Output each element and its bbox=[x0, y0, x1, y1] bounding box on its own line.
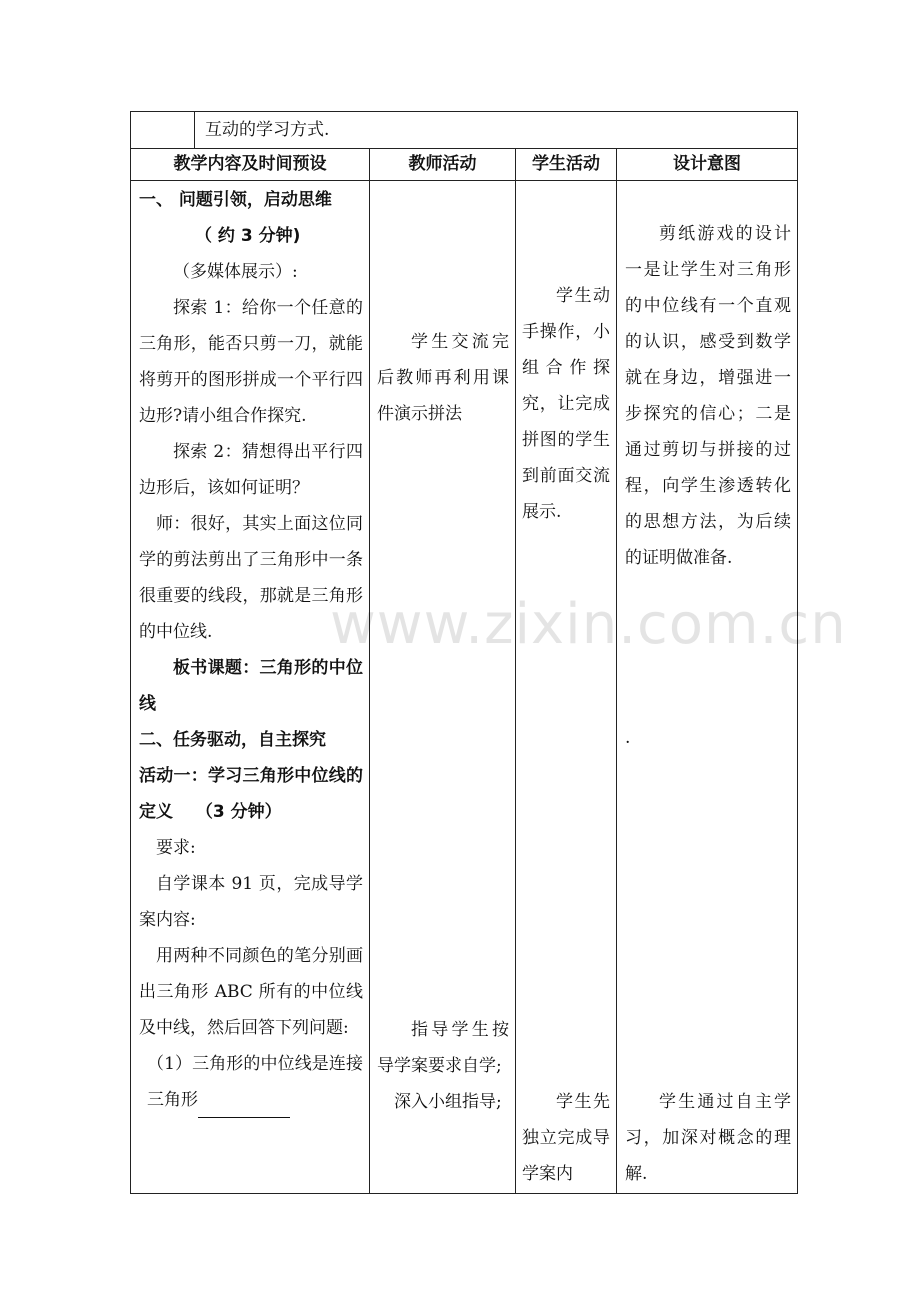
design-intent-text-1: 剪纸游戏的设计一是让学生对三角形的中位线有一个直观的认识，感受到数学就在身边，增强进一步探究的信心；二是通过剪切与拼接的过程，向学生渗透转化的思想方法，为后续的证明做准备. bbox=[625, 224, 791, 568]
activity-1: 活动一：学习三角形中位线的定义 （3 分钟） bbox=[139, 766, 363, 822]
top-row-text: 互动的学习方式. bbox=[205, 120, 330, 140]
teacher-activity-1 bbox=[377, 324, 509, 432]
col-divider-2 bbox=[515, 148, 516, 1194]
explore-1: 探索 1：给你一个任意的三角形，能否只剪一刀，就能将剪开的图形拼成一个平行四边形?请小组合作探究. bbox=[139, 298, 363, 426]
student-activity-text-1: 学生动手操作，小组合作探究，让完成拼图的学生到前面交流展示. bbox=[522, 286, 610, 522]
design-intent-2 bbox=[625, 1084, 791, 1192]
section1-title: 一、 问题引领，启动思维 bbox=[139, 190, 332, 210]
explore-2: 探索 2：猜想得出平行四边形后，该如何证明？ bbox=[139, 442, 363, 498]
col-divider-1 bbox=[369, 148, 370, 1194]
row-divider-2 bbox=[130, 180, 798, 181]
draw-task: 用两种不同颜色的笔分别画出三角形 ABC 所有的中位线及中线，然后回答下列问题: bbox=[139, 946, 363, 1038]
col-divider-3 bbox=[616, 148, 617, 1194]
fill-blank bbox=[198, 1095, 290, 1118]
requirement: 要求: bbox=[156, 838, 196, 858]
top-row-divider bbox=[194, 111, 195, 148]
header-intent: 设计意图 bbox=[673, 154, 741, 174]
teacher-activity-text-2: 指导学生按导学案要求自学; bbox=[377, 1020, 509, 1076]
self-study: 自学课本 91 页，完成导学案内容: bbox=[139, 874, 363, 930]
design-intent-text-2: 学生通过自主学习，加深对概念的理解. bbox=[625, 1092, 791, 1184]
header-content: 教学内容及时间预设 bbox=[173, 154, 327, 174]
design-intent-dot: . bbox=[625, 728, 631, 748]
design-intent-1 bbox=[625, 216, 791, 576]
section1-time: （ 约 3 分钟) bbox=[195, 226, 301, 246]
teacher-activity-text-3: 深入小组指导; bbox=[394, 1092, 502, 1112]
teacher-activity-text-1: 学生交流完后教师再利用课件演示拼法 bbox=[377, 332, 509, 424]
header-teacher: 教师活动 bbox=[408, 154, 477, 174]
teacher-activity-2 bbox=[377, 1012, 509, 1120]
media-note: （多媒体展示）: bbox=[173, 262, 298, 282]
watermark: www.zixin.com.cn bbox=[330, 592, 847, 657]
teacher-remark: 师：很好，其实上面这位同学的剪法剪出了三角形中一条很重要的线段，那就是三角形的中位线. bbox=[139, 514, 363, 642]
section2-title: 二、任务驱动，自主探究 bbox=[139, 730, 326, 750]
question-1: （1）三角形的中位线是连接三角形 bbox=[147, 1054, 363, 1110]
student-activity-1 bbox=[522, 278, 610, 530]
student-activity-2 bbox=[522, 1084, 610, 1192]
student-activity-text-2: 学生先独立完成导学案内 bbox=[522, 1092, 610, 1184]
header-student: 学生活动 bbox=[532, 154, 600, 174]
board-title: 板书课题：三角形的中位线 bbox=[139, 658, 363, 714]
